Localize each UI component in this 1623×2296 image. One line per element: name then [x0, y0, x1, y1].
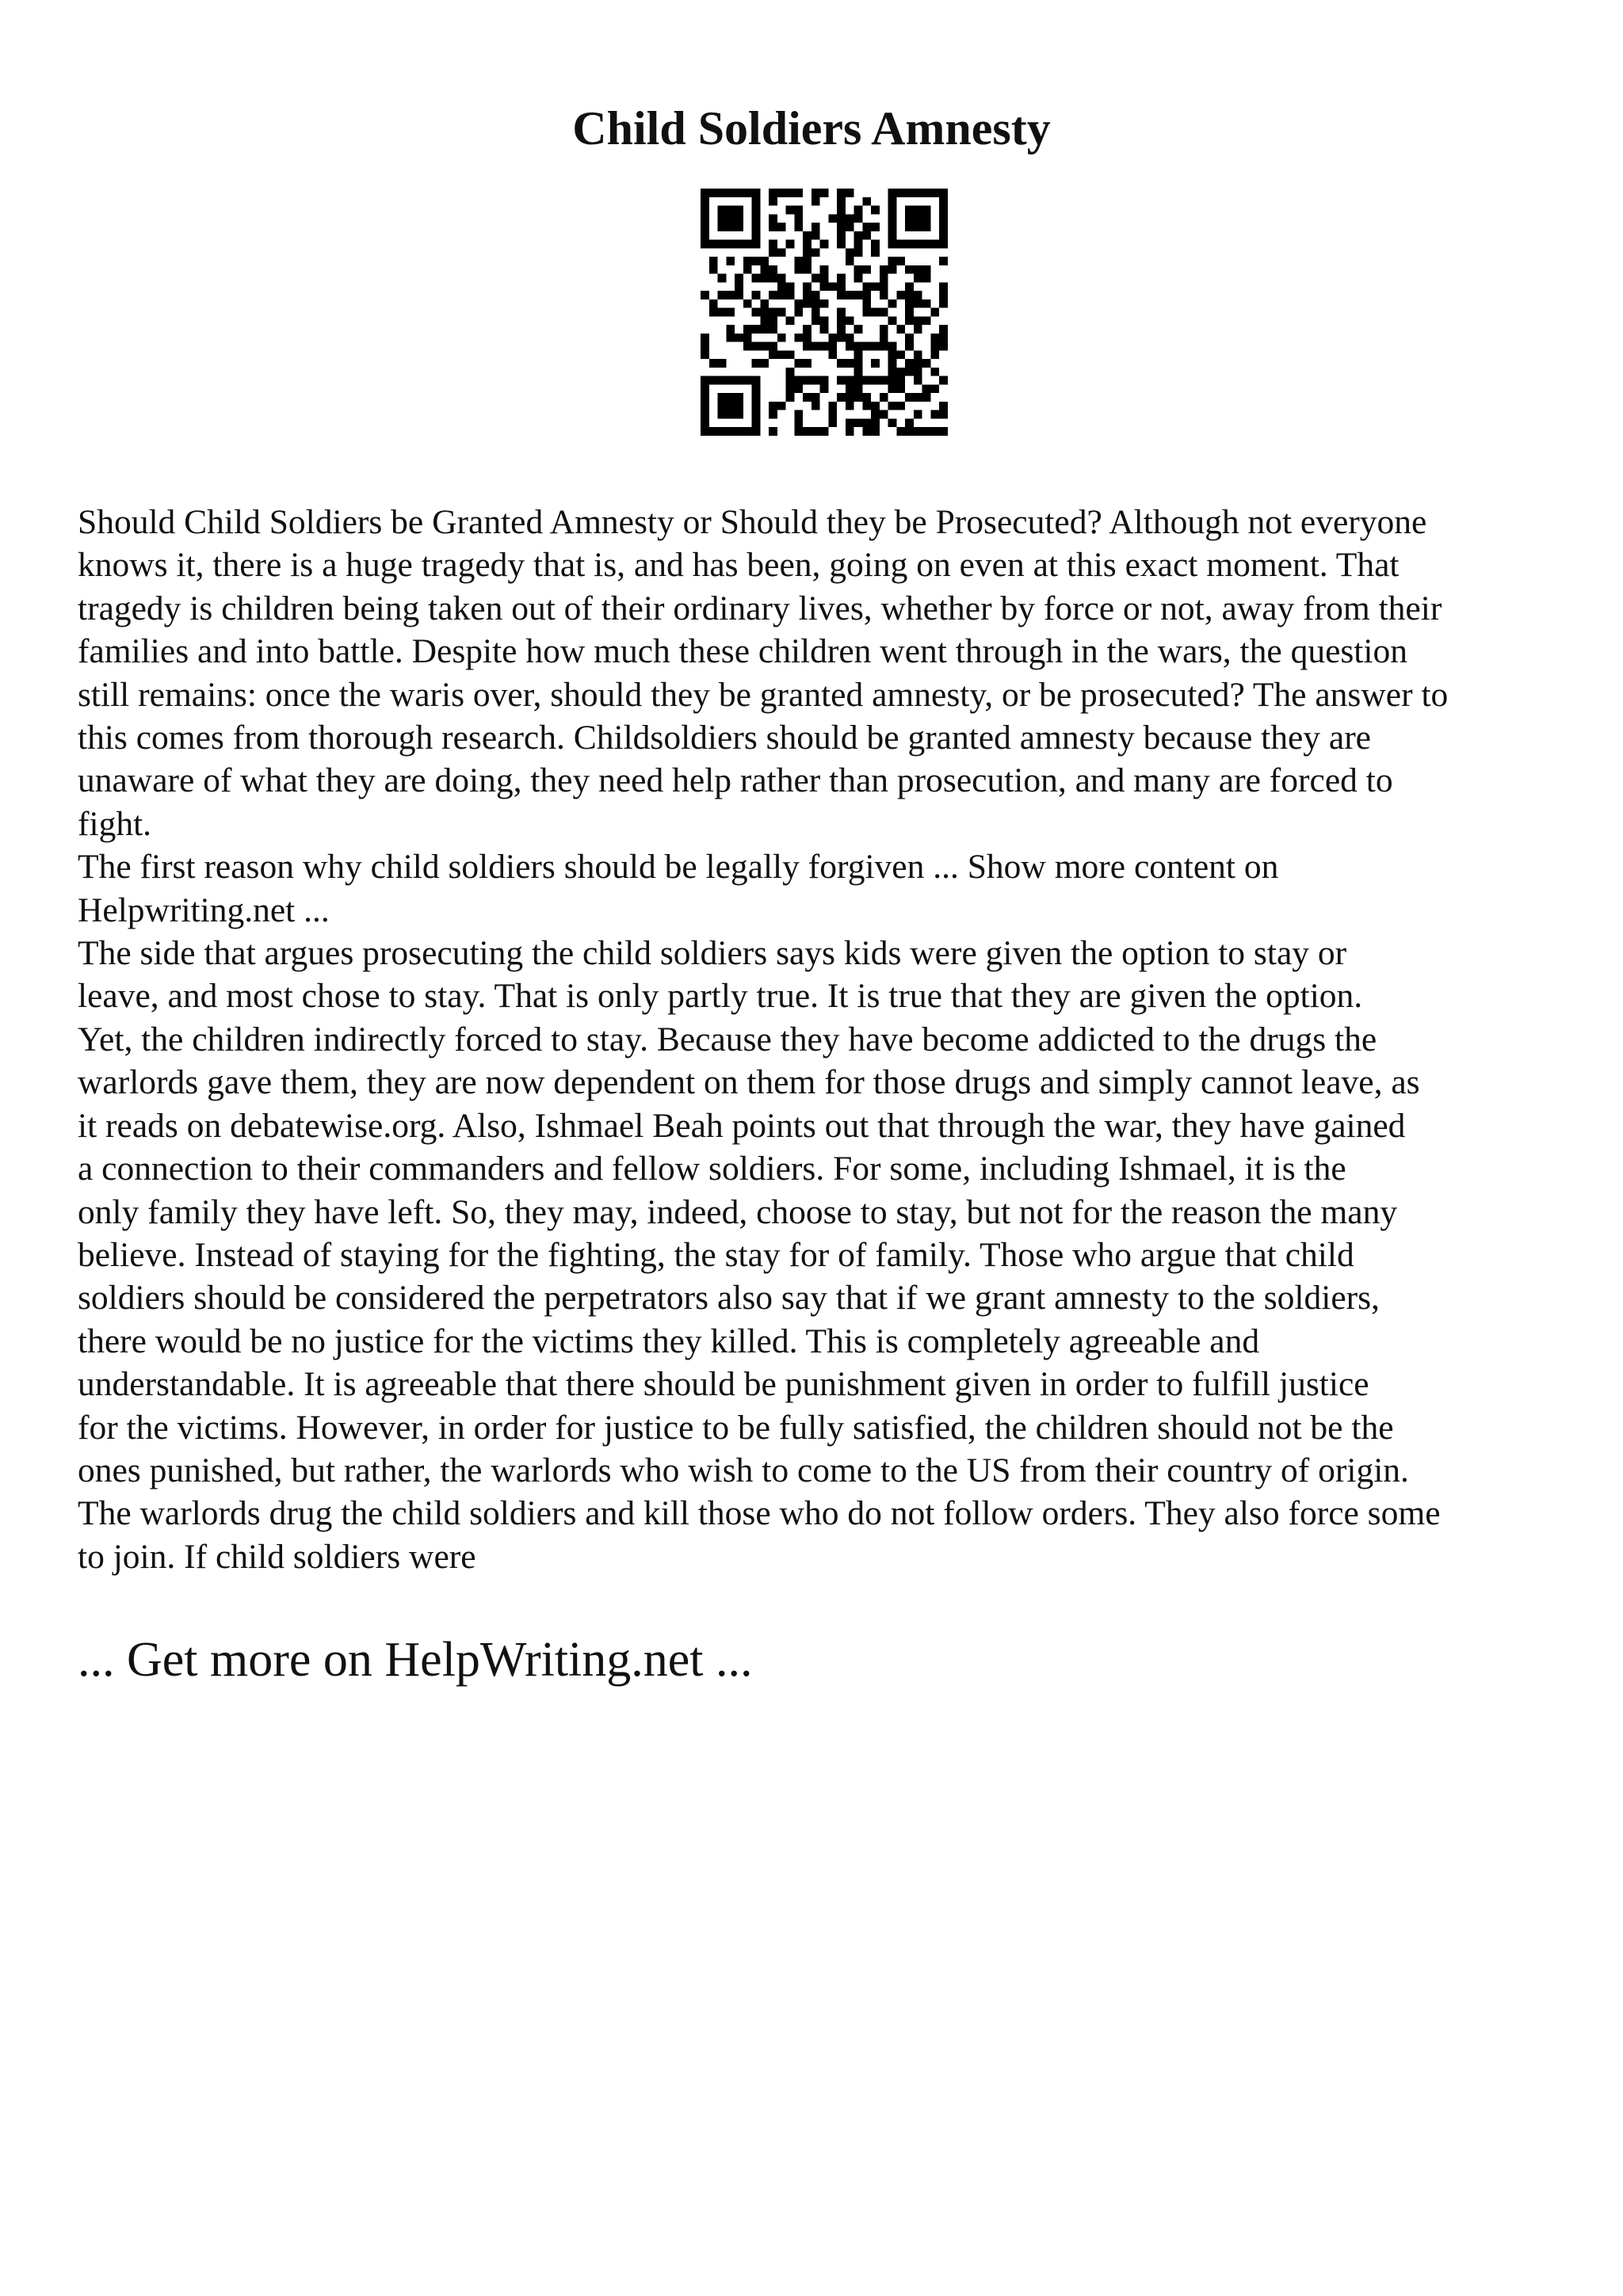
get-more-link[interactable]: ... Get more on HelpWriting.net ... — [78, 1633, 753, 1687]
body-line: Should Child Soldiers be Granted Amnesty or Should they be Prosecuted? Although not everyone — [78, 503, 1427, 541]
body-line: warlords gave them, they are now dependent on them for those drugs and simply cannot leave, as — [78, 1063, 1420, 1102]
body-line: leave, and most chose to stay. That is only partly true. It is true that they are given the option. — [78, 977, 1363, 1016]
body-line: Yet, the children indirectly forced to stay. Because they have become addicted to the drugs the — [78, 1020, 1377, 1058]
body-line: believe. Instead of staying for the fighting, the stay for of family. Those who argue that child — [78, 1235, 1354, 1274]
body-line: unaware of what they are doing, they need help rather than prosecution, and many are forced to — [78, 761, 1393, 800]
body-line: a connection to their commanders and fellow soldiers. For some, including Ishmael, it is the — [78, 1150, 1346, 1188]
body-line: understandable. It is agreeable that there should be punishment given in order to fulfill justice — [78, 1365, 1369, 1404]
body-line: families and into battle. Despite how much these children went through in the wars, the question — [78, 632, 1407, 671]
body-line: knows it, there is a huge tragedy that is, and has been, going on even at this exact moment. That — [78, 546, 1400, 585]
body-line: fight. — [78, 804, 152, 843]
body-line: it reads on debatewise.org. Also, Ishmael Beah points out that through the war, they have gained — [78, 1106, 1406, 1145]
body-line: there would be no justice for the victims they killed. This is completely agreeable and — [78, 1322, 1260, 1360]
document-title: Child Soldiers Amnesty — [572, 102, 1051, 154]
document-body — [78, 501, 1568, 1578]
body-line: only family they have left. So, they may, indeed, choose to stay, but not for the reason the many — [78, 1192, 1398, 1231]
qr-code[interactable] — [701, 189, 948, 436]
body-line: The side that argues prosecuting the child soldiers says kids were given the option to stay or — [78, 934, 1347, 973]
body-line: The first reason why child soldiers should be legally forgiven ... Show more content on — [78, 848, 1279, 887]
body-line: for the victims. However, in order for justice to be fully satisfied, the children should not be the — [78, 1408, 1394, 1447]
qr-code-image — [701, 189, 948, 436]
body-line: soldiers should be considered the perpetrators also say that if we grant amnesty to the soldiers, — [78, 1279, 1380, 1318]
body-line: The warlords drug the child soldiers and kill those who do not follow orders. They also force some — [78, 1494, 1441, 1533]
body-line: this comes from thorough research. Childsoldiers should be granted amnesty because they are — [78, 719, 1371, 757]
body-line: ones punished, but rather, the warlords who wish to come to the US from their country of origin. — [78, 1451, 1409, 1489]
body-line: still remains: once the waris over, should they be granted amnesty, or be prosecuted? The answer to — [78, 675, 1449, 714]
body-line: Helpwriting.net ... — [78, 891, 330, 929]
body-line: to join. If child soldiers were — [78, 1537, 476, 1576]
body-line: tragedy is children being taken out of their ordinary lives, whether by force or not, away from their — [78, 589, 1442, 627]
